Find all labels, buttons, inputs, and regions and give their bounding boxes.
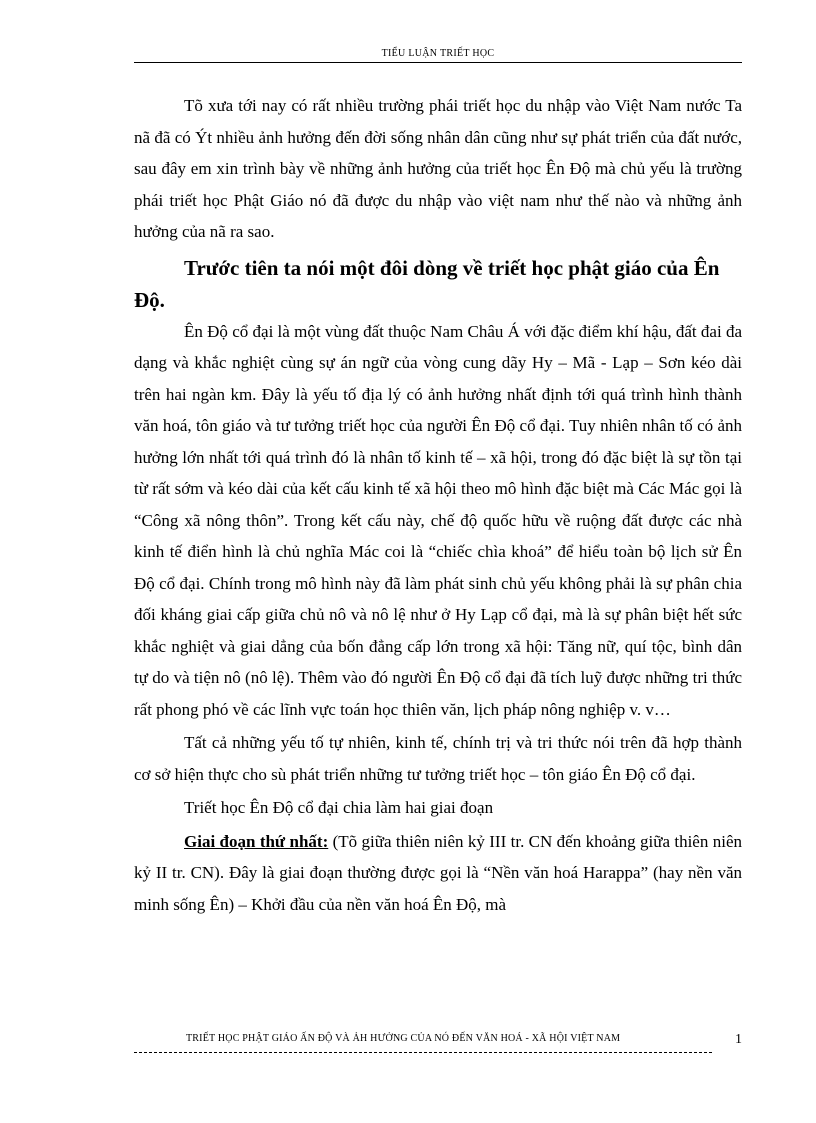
body-paragraph: Ên Độ cổ đại là một vùng đất thuộc Nam Châu Á với đặc điểm khí hậu, đất đai đa dạng và khắc nghiệt cùng sự án ngữ của vòng cung dãy Hy – Mã - Lạp – Sơn kéo dài trên hai ngàn km. Đây là yếu tố địa lý có ảnh hưởng nhất định tới quá trình hình thành văn hoá, tôn giáo và tư tưởng triết học của người Ên Độ cổ đại. Tuy nhiên nhân tố có ảnh hưởng lớn nhất tới quá trình đó là nhân tố kinh tế – xã hội, trong đó đặc biệt là sự tồn tại từ rất sớm và kéo dài của kết cấu kinh tế xã hội theo mô hình đặc biệt mà Các Mác gọi là “Công xã nông thôn”. Trong kết cấu này, chế độ quốc hữu về ruộng đất được các nhà kinh tế điển hình là chủ nghĩa Mác coi là “chiếc chìa khoá” để hiểu toàn bộ lịch sử Ên Độ cổ đại. Chính trong mô hình này đã làm phát sinh chủ yếu không phải là sự phân chia đối kháng giai cấp giữa chủ nô và nô lệ như ở Hy Lạp cổ đại, mà là sự phân biệt hết sức khắc nghiệt và giai dẳng của bốn đẳng cấp lớn trong xã hội: Tăng nữ, quí tộc, bình dân tự do và tiện nô (nô lệ). Thêm vào đó người Ên Độ cổ đại đã tích luỹ được những tri thức rất phong phó về các lĩnh vực toán học thiên văn, lịch pháp nông nghiệp v. v… [134, 321, 742, 719]
page-header: TIỂU LUẬN TRIẾT HỌC [381, 48, 495, 59]
page-body [134, 90, 742, 920]
section-heading: Trước tiên ta nói một đôi dòng về triết học phật giáo của Ên Độ. [134, 255, 720, 312]
stage-title: Giai đoạn thứ nhất: [184, 831, 329, 851]
body-paragraph: Triết học Ên Độ cổ đại chia làm hai giai đoạn [184, 798, 494, 817]
stage-text: (Tõ giữa thiên niên kỷ III tr. CN đến khoảng giữa thiên niên kỷ II tr. CN). Đây là giai đoạn thường được gọi là “Nền văn hoá Harappa” (hay nền văn minh sống Ên) – Khởi đầu của nền văn hoá Ên Độ, mà [134, 831, 742, 914]
intro-paragraph: Tõ xưa tới nay có rất nhiều trường phái triết học du nhập vào Việt Nam nước Ta nã đã có Ýt nhiều ảnh hưởng đến đời sống nhân dân cũng như sự phát triển của đất nước, sau đây em xin trình bày về những ảnh hưởng của triết học Ên Độ mà chủ yếu là trường phái triết học Phật Giáo nó đã được du nhập vào việt nam như thế nào và những ảnh hưởng của nã ra sao. [134, 96, 742, 241]
footer-divider [134, 1052, 712, 1053]
body-paragraph: Tất cả những yếu tố tự nhiên, kinh tế, chính trị và tri thức nói trên đã hợp thành cơ sở hiện thực cho sù phát triển những tư tưởng triết học – tôn giáo Ên Độ cổ đại. [134, 733, 742, 784]
page-number: 1 [735, 1032, 742, 1047]
stage-paragraph [134, 826, 742, 921]
footer-title: TRIẾT HỌC PHẬT GIÁO ẤN ĐỘ VÀ ẢH HƯỞNG CỦA NÓ ĐẾN VĂN HOÁ - XÃ HỘI VIỆT NAM [186, 1033, 621, 1044]
header-divider [134, 62, 742, 63]
